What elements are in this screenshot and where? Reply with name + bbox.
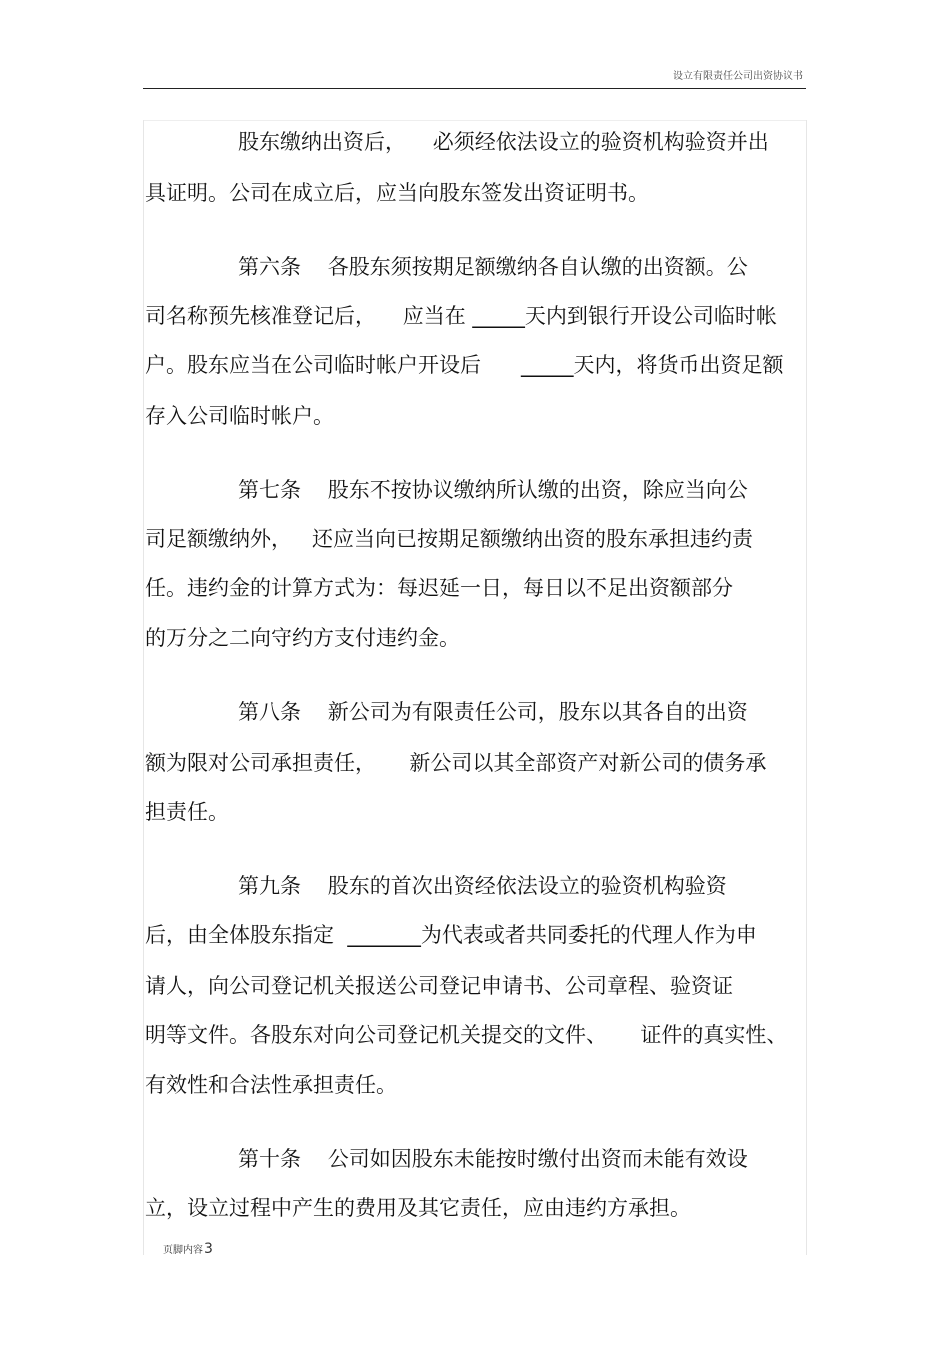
text-line: 司足额缴纳外， 还应当向已按期足额缴纳出资的股东承担违约责 [145,527,754,551]
article-6-heading-line: 第六条 各股东须按期足额缴纳各自认缴的出资额。公 [238,255,748,279]
content-frame-right [806,120,807,1255]
article-7-heading-line: 第七条 股东不按协议缴纳所认缴的出资，除应当向公 [238,478,748,502]
text-line: 股东缴纳出资后， 必须经依法设立的验资机构验资并出 [238,130,769,154]
text-line: 有效性和合法性承担责任。 [145,1073,397,1097]
article-10-heading-line: 第十条 公司如因股东未能按时缴付出资而未能有效设 [238,1147,748,1171]
header-divider [143,88,806,89]
header-title: 设立有限责任公司出资协议书 [673,71,803,82]
text-line: 存入公司临时帐户。 [145,404,334,428]
article-8-heading-line: 第八条 新公司为有限责任公司，股东以其各自的出资 [238,700,748,724]
text-line: 请人，向公司登记机关报送公司登记申请书、公司章程、验资证 [145,974,733,998]
text-line: 户。股东应当在公司临时帐户开设后 _____天内，将货币出资足额 [145,353,784,377]
text-line: 的万分之二向守约方支付违约金。 [145,626,460,650]
text-line: 具证明。公司在成立后，应当向股东签发出资证明书。 [145,181,649,205]
text-line: 担责任。 [145,800,229,824]
page-number: 3 [204,1241,213,1257]
text-line: 额为限对公司承担责任， 新公司以其全部资产对新公司的债务承 [145,751,767,775]
content-frame-left [143,120,144,1255]
text-line: 后，由全体股东指定 _______为代表或者共同委托的代理人作为申 [145,923,757,947]
text-line: 任。违约金的计算方式为：每迟延一日，每日以不足出资额部分 [145,576,733,600]
footer-label: 页脚内容 [163,1245,203,1256]
page-footer [163,1241,213,1257]
text-line: 明等文件。各股东对向公司登记机关提交的文件、 证件的真实性、 [145,1023,788,1047]
article-9-heading-line: 第九条 股东的首次出资经依法设立的验资机构验资 [238,874,727,898]
content-frame-top [143,120,806,121]
text-line: 立，设立过程中产生的费用及其它责任，应由违约方承担。 [145,1196,691,1220]
text-line: 司名称预先核准登记后， 应当在 _____天内到银行开设公司临时帐 [145,304,777,328]
